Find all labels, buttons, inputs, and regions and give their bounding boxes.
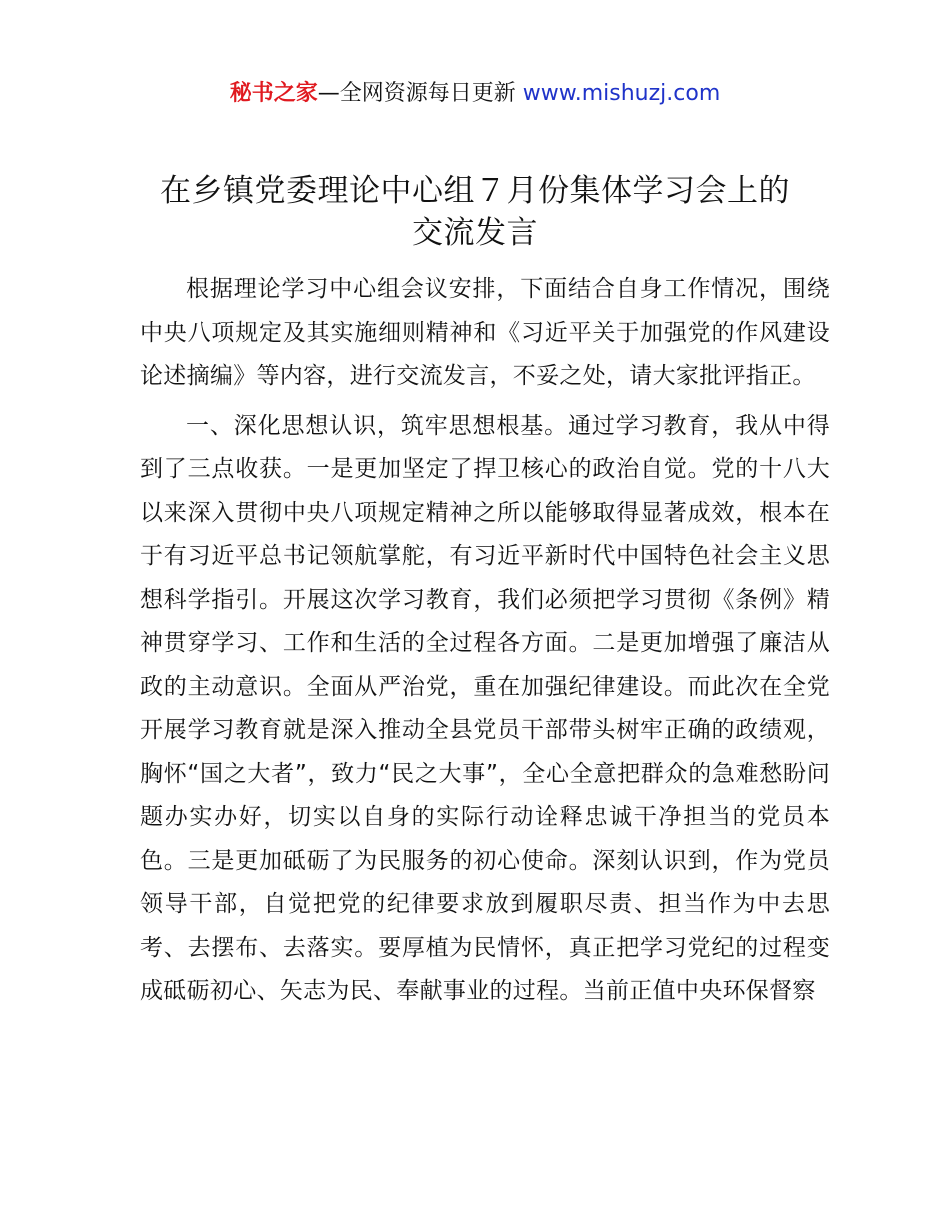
title-line-2: 交流发言: [412, 215, 538, 251]
site-tagline: —全网资源每日更新: [317, 81, 523, 106]
document-title: [60, 170, 890, 254]
paragraph-intro: 根据理论学习中心组会议安排，下面结合自身工作情况，围绕中央八项规定及其实施细则精神和《习近平关于加强党的作风建设论述摘编》等内容，进行交流发言，不妥之处，请大家批评指正。: [140, 276, 830, 389]
site-brand: 秘书之家: [229, 81, 318, 106]
site-url-link[interactable]: www.mishuzj.com: [522, 81, 721, 106]
site-header: [0, 78, 950, 110]
title-line-1: 在乡镇党委理论中心组７月份集体学习会上的: [160, 173, 790, 209]
document-body: [140, 268, 830, 1014]
paragraph-section-one: 一、深化思想认识，筑牢思想根基。通过学习教育，我从中得到了三点收获。一是更加坚定了捍卫核心的政治自觉。党的十八大以来深入贯彻中央八项规定精神之所以能够取得显著成效，根本在于有习近平总书记领航掌舵，有习近平新时代中国特色社会主义思想科学指引。开展这次学习教育，我们必须把学习贯彻《条例》精神贯穿学习、工作和生活的全过程各方面。二是更加增强了廉洁从政的主动意识。全面从严治党，重在加强纪律建设。而此次在全党开展学习教育就是深入推动全县党员干部带头树牢正确的政绩观，胸怀“国之大者”，致力“民之大事”，全心全意把群众的急难愁盼问题办实办好，切实以自身的实际行动诠释忠诚干净担当的党员本色。三是更加砥砺了为民服务的初心使命。深刻认识到，作为党员领导干部，自觉把党的纪律要求放到履职尽责、担当作为中去思考、去摆布、去落实。要厚植为民情怀，真正把学习党纪的过程变成砥砺初心、矢志为民、奉献事业的过程。当前正值中央环保督察: [140, 412, 830, 1004]
